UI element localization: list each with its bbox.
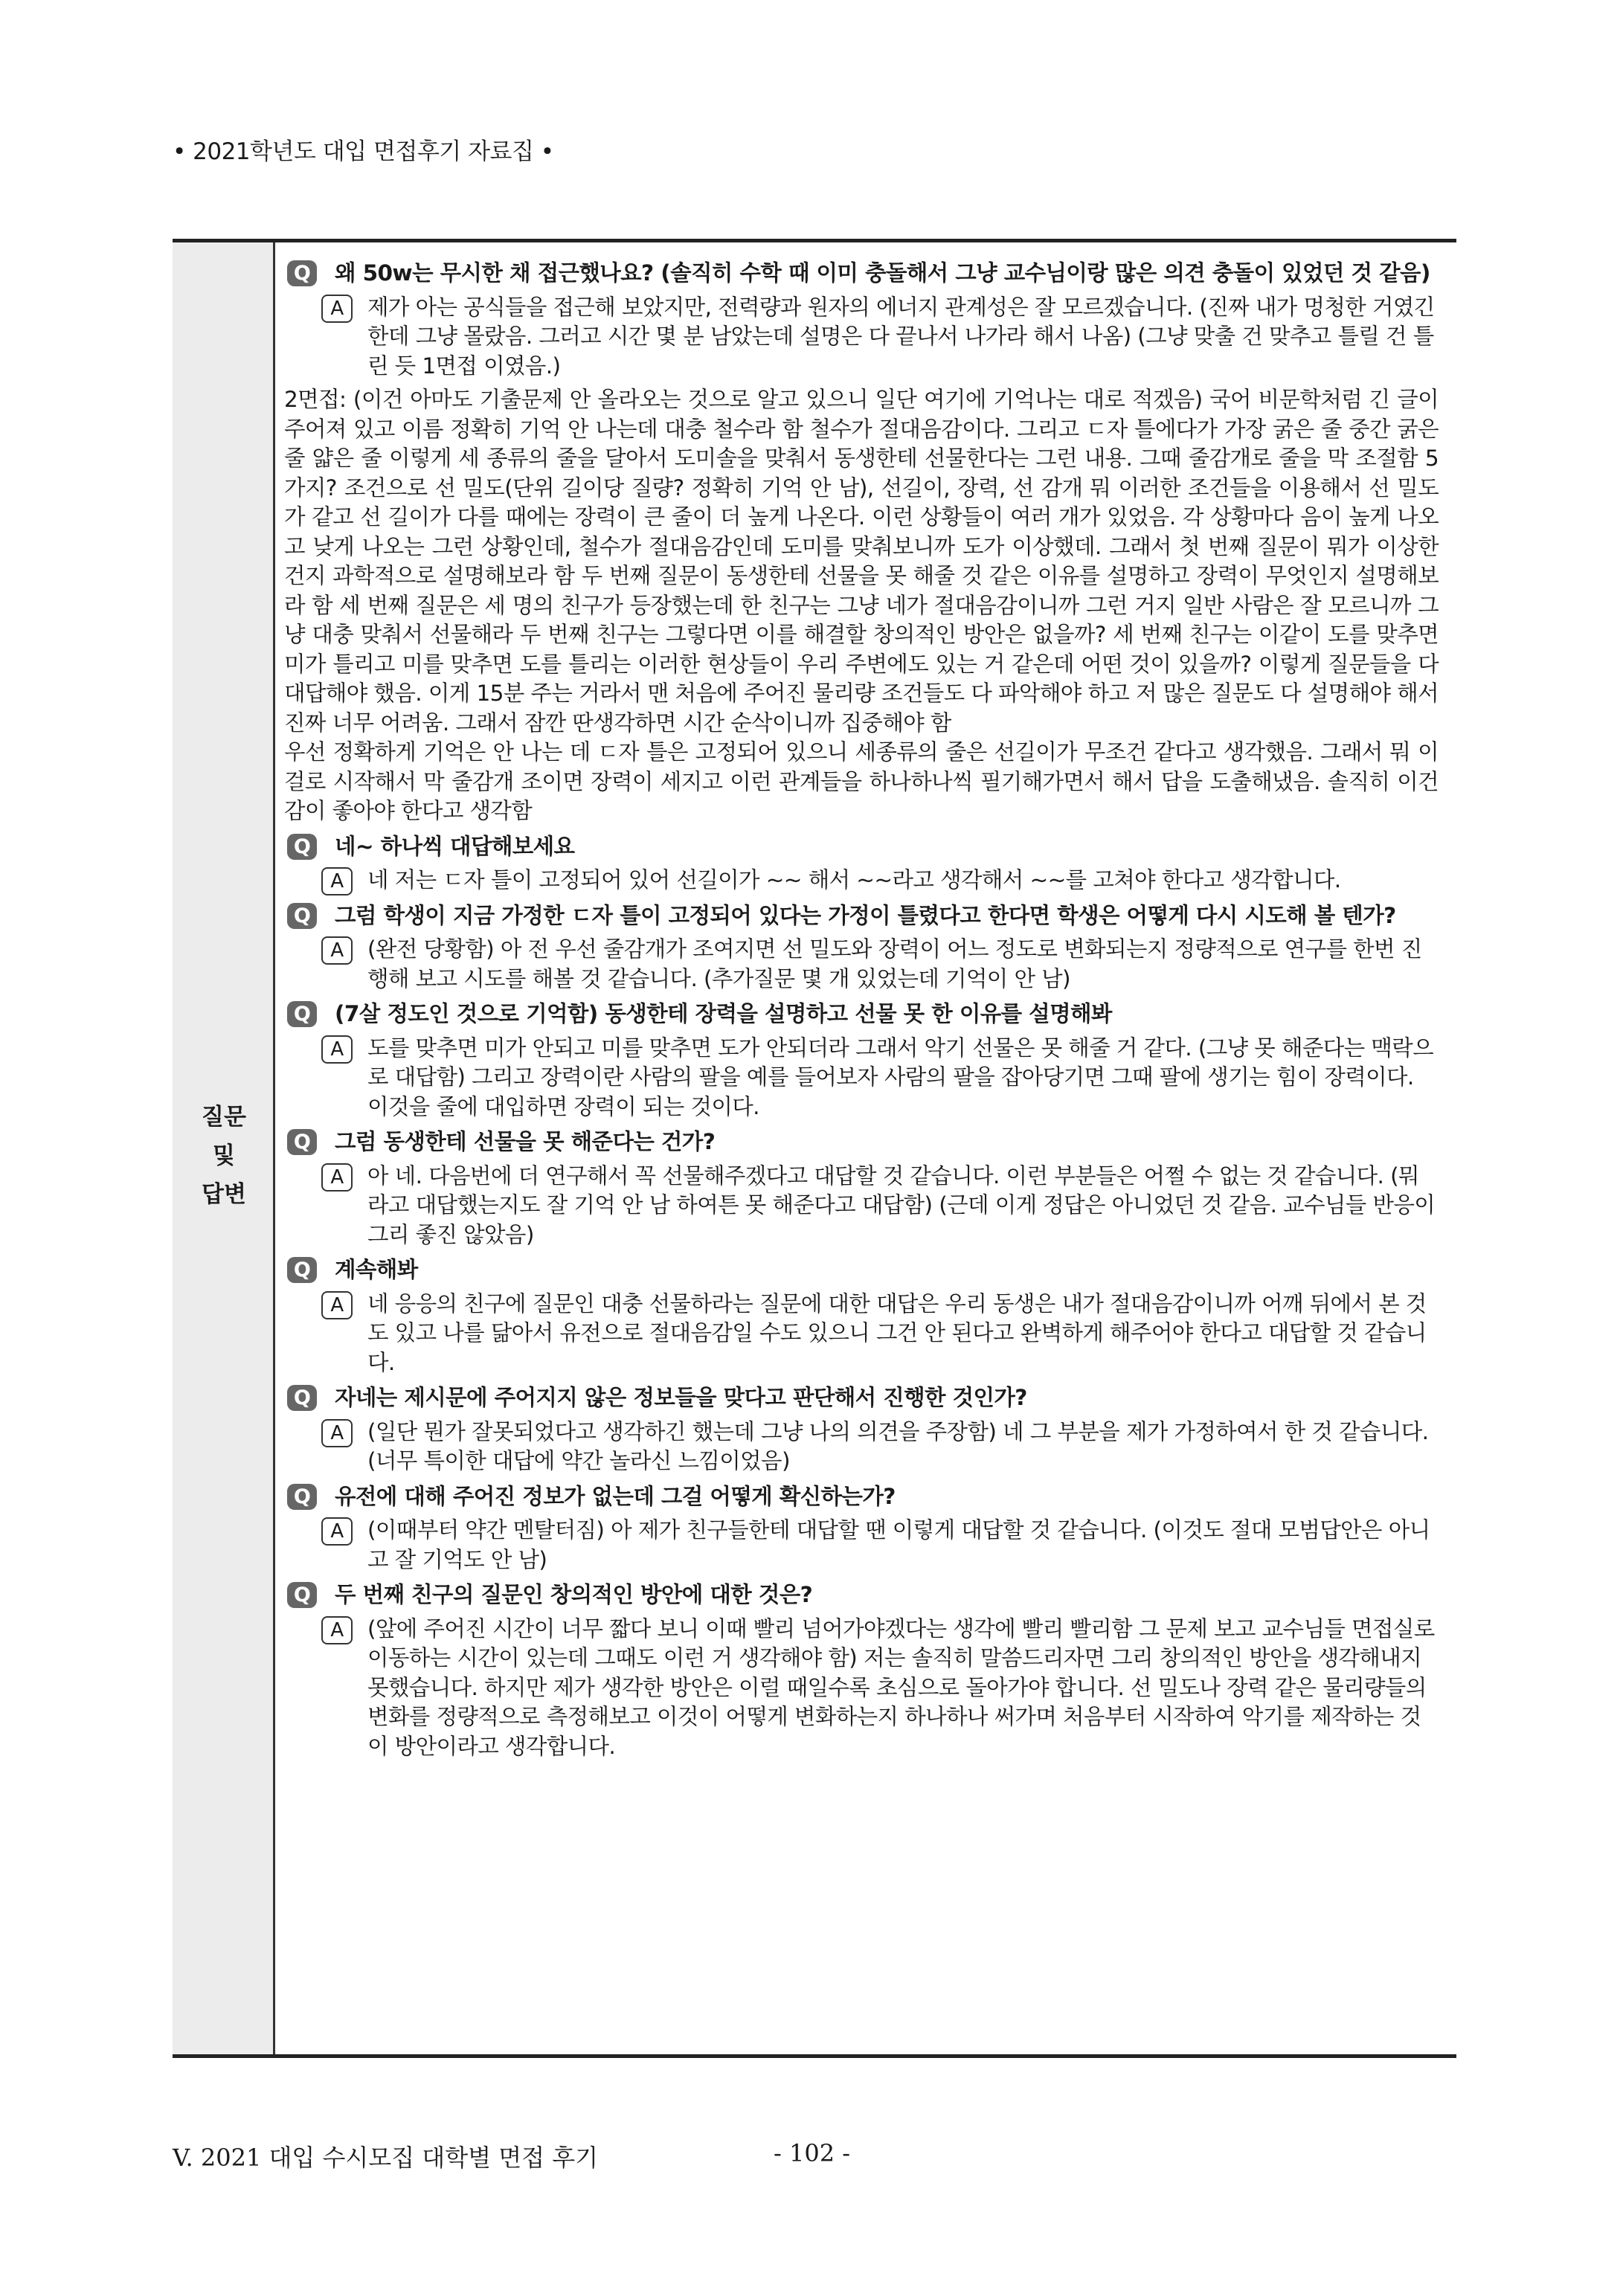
answer-text: 아 네. 다음번에 더 연구해서 꼭 선물해주겠다고 대답할 것 같습니다. 이런 부분들은 어쩔 수 없는 것 같습니다. (뭐라고 대답했는지도 잘 기억 안 남 하여튼 못 해준다고 대답함) (근데 이게 정답은 아니었던 것 같음. 교수님들 반응이 그리 좋진 않았음) [367, 1163, 1436, 1247]
question [284, 1128, 1452, 1157]
question [284, 1255, 1452, 1285]
answer-text: (완전 당황함) 아 전 우선 줄감개가 조여지면 선 밀도와 장력이 어느 정도로 변화되는지 정량적으로 연구를 한번 진행해 보고 시도를 해볼 것 같습니다. (추가질문 몇 개 있었는데 기억이 안 남) [367, 936, 1422, 991]
question-text: 그럼 학생이 지금 가정한 ㄷ자 틀이 고정되어 있다는 가정이 틀렸다고 한다면 학생은 어떻게 다시 시도해 볼 텐가? [335, 902, 1396, 928]
answer-text: 네 저는 ㄷ자 틀이 고정되어 있어 선길이가 ~~ 해서 ~~라고 생각해서 ~~를 고쳐야 한다고 생각합니다. [367, 867, 1341, 893]
answer-mark-icon: A [321, 936, 353, 965]
question [284, 901, 1452, 931]
question [284, 1383, 1452, 1413]
answer [284, 293, 1452, 382]
question-text: 두 번째 친구의 질문인 창의적인 방안에 대한 것은? [335, 1582, 813, 1607]
answer-mark-icon: A [321, 1419, 353, 1447]
answer [284, 1290, 1452, 1378]
question-text: 네~ 하나씩 대답해보세요 [335, 833, 575, 859]
answer-text: (일단 뭔가 잘못되었다고 생각하긴 했는데 그냥 나의 의견을 주장함) 네 그 부분을 제가 가정하여서 한 것 같습니다. (너무 특이한 대답에 약간 놀라신 느낌이었음) [367, 1418, 1429, 1473]
answer-text: 제가 아는 공식들을 접근해 보았지만, 전력량과 원자의 에너지 관계성은 잘 모르겠습니다. (진짜 내가 멍청한 거였긴 한데 그냥 몰랐음. 그러고 시간 몇 분 남았는데 설명은 다 끝나서 나가라 해서 나옴) (그냥 맞출 건 맞추고 틀릴 건 틀린 듯 1면접 이였음.) [367, 294, 1435, 379]
side-label-line: 질문 [202, 1104, 246, 1131]
question-text: 그럼 동생한테 선물을 못 해준다는 건가? [335, 1129, 716, 1154]
question-mark-icon: Q [287, 1129, 317, 1155]
question-mark-icon: Q [287, 1484, 317, 1510]
answer-mark-icon: A [321, 1163, 353, 1192]
answer-text: 도를 맞추면 미가 안되고 미를 맞추면 도가 안되더라 그래서 악기 선물은 못 해줄 거 같다. (그냥 못 해준다는 맥락으로 대답함) 그리고 장력이란 사람의 팔을 예를 들어보자 사람의 팔을 잡아당기면 그때 팔에 생기는 힘이 장력이다. 이것을 줄에 대입하면 장력이 되는 것이다. [367, 1035, 1434, 1119]
answer [284, 1162, 1452, 1250]
narrative-paragraph: 2면접: (이건 아마도 기출문제 안 올라오는 것으로 알고 있으니 일단 여기에 기억나는 대로 적겠음) 국어 비문학처럼 긴 글이 주어져 있고 이름 정확히 기억 안 나는데 대충 철수라 함 철수가 절대음감이다. 그리고 ㄷ자 틀에다가 가장 굵은 줄 중간 굵은 줄 얇은 줄 이렇게 세 종류의 줄을 달아서 도미솔을 맞춰서 동생한테 선물한다는 그런 내용. 그때 줄감개로 줄을 막 조절함 5가지? 조건으로 선 밀도(단위 길이당 질량? 정확히 기억 안 남), 선길이, 장력, 선 감개 뭐 이러한 조건들을 이용해서 선 밀도가 같고 선 길이가 다를 때에는 장력이 큰 줄이 더 높게 나온다. 이런 상황들이 여러 개가 있었음. 각 상황마다 음이 높게 나오고 낮게 나오는 그런 상황인데, 철수가 절대음감인데 도미를 맞춰보니까 도가 이상했데. 그래서 첫 번째 질문이 뭐가 이상한 건지 과학적으로 설명해보라 함 두 번째 질문이 동생한테 선물을 못 해줄 것 같은 이유를 설명하고 장력이 무엇인지 설명해보라 함 세 번째 질문은 세 명의 친구가 등장했는데 한 친구는 그냥 네가 절대음감이니까 그런 거지 일반 사람은 잘 모르니까 그냥 대충 맞춰서 선물해라 두 번째 친구는 그렇다면 이를 해결할 창의적인 방안은 없을까? 세 번째 친구는 이같이 도를 맞추면 미가 틀리고 미를 맞추면 도를 틀리는 이러한 현상들이 우리 주변에도 있는 거 같은데 어떤 것이 있을까? 이렇게 질문들을 다 대답해야 했음. 이게 15분 주는 거라서 맨 처음에 주어진 물리량 조건들도 다 파악해야 하고 저 많은 질문도 다 설명해야 해서 진짜 너무 어려움. 그래서 잠깐 딴생각하면 시간 순삭이니까 집중해야 함 [284, 387, 1439, 736]
question-mark-icon: Q [287, 1582, 317, 1608]
side-label-line: 답변 [202, 1181, 246, 1208]
answer [284, 1034, 1452, 1122]
question [284, 1580, 1452, 1610]
side-label [173, 1098, 275, 1214]
document-header: • 2021학년도 대입 면접후기 자료집 • [173, 138, 554, 165]
question [284, 259, 1452, 289]
question-mark-icon: Q [287, 903, 317, 929]
question [284, 832, 1452, 862]
question-text: 자네는 제시문에 주어지지 않은 정보들을 맞다고 판단해서 진행한 것인가? [335, 1385, 1027, 1410]
question [284, 1482, 1452, 1512]
question-mark-icon: Q [287, 834, 317, 860]
answer-mark-icon: A [321, 867, 353, 895]
answer-mark-icon: A [321, 1517, 353, 1546]
qa-content [284, 242, 1452, 1761]
answer [284, 935, 1452, 994]
answer [284, 866, 1452, 895]
side-label-line: 및 [213, 1142, 235, 1169]
answer-mark-icon: A [321, 1035, 353, 1064]
question [284, 1000, 1452, 1029]
answer [284, 1615, 1452, 1762]
question-text: 유전에 대해 주어진 정보가 없는데 그걸 어떻게 확신하는가? [335, 1483, 896, 1509]
footer-section-title: V. 2021 대입 수시모집 대학별 면접 후기 [173, 2144, 599, 2172]
narrative [284, 385, 1452, 826]
question-text: 계속해봐 [335, 1257, 418, 1282]
answer-text: 네 응응의 친구에 질문인 대충 선물하라는 질문에 대한 대답은 우리 동생은 내가 절대음감이니까 어깨 뒤에서 본 것도 있고 나를 닮아서 유전으로 절대음감일 수도 있으니 그건 안 된다고 완벽하게 해주어야 한다고 대답할 것 같습니다. [367, 1290, 1427, 1375]
answer-mark-icon: A [321, 1291, 353, 1319]
question-mark-icon: Q [287, 1385, 317, 1411]
question-text: 왜 50w는 무시한 채 접근했나요? (솔직히 수학 때 이미 충돌해서 그냥 교수님이랑 많은 의견 충돌이 있었던 것 같음) [335, 260, 1430, 286]
side-column [173, 242, 275, 2054]
question-mark-icon: Q [287, 1257, 317, 1283]
narrative-paragraph: 우선 정확하게 기억은 안 나는 데 ㄷ자 틀은 고정되어 있으니 세종류의 줄은 선길이가 무조건 같다고 생각했음. 그래서 뭐 이걸로 시작해서 막 줄감개 조이면 장력이 세지고 이런 관계들을 하나하나씩 필기해가면서 해서 답을 도출해냈음. 솔직히 이건 감이 좋아야 한다고 생각함 [284, 739, 1439, 823]
answer [284, 1516, 1452, 1575]
answer-mark-icon: A [321, 295, 353, 323]
qa-table [173, 239, 1456, 2058]
question-text: (7살 정도인 것으로 기억함) 동생한테 장력을 설명하고 선물 못 한 이유를 설명해봐 [335, 1001, 1112, 1026]
answer-mark-icon: A [321, 1616, 353, 1644]
question-mark-icon: Q [287, 1001, 317, 1027]
question-mark-icon: Q [287, 260, 317, 286]
answer [284, 1418, 1452, 1476]
page-number: - 102 - [774, 2139, 851, 2167]
answer-text: (앞에 주어진 시간이 너무 짧다 보니 이때 빨리 넘어가야겠다는 생각에 빨리 빨리함 그 문제 보고 교수님들 면접실로 이동하는 시간이 있는데 그때도 이런 거 생각해야 함) 저는 솔직히 말씀드리자면 그리 창의적인 방안을 생각해내지 못했습니다. 하지만 제가 생각한 방안은 이럴 때일수록 초심으로 돌아가야 합니다. 선 밀도나 장력 같은 물리량들의 변화를 정량적으로 측정해보고 이것이 어떻게 변화하는지 하나하나 써가며 처음부터 시작하여 악기를 제작하는 것이 방안이라고 생각합니다. [367, 1615, 1435, 1759]
answer-text: (이때부터 약간 멘탈터짐) 아 제가 친구들한테 대답할 땐 이렇게 대답할 것 같습니다. (이것도 절대 모범답안은 아니고 잘 기억도 안 남) [367, 1517, 1430, 1572]
